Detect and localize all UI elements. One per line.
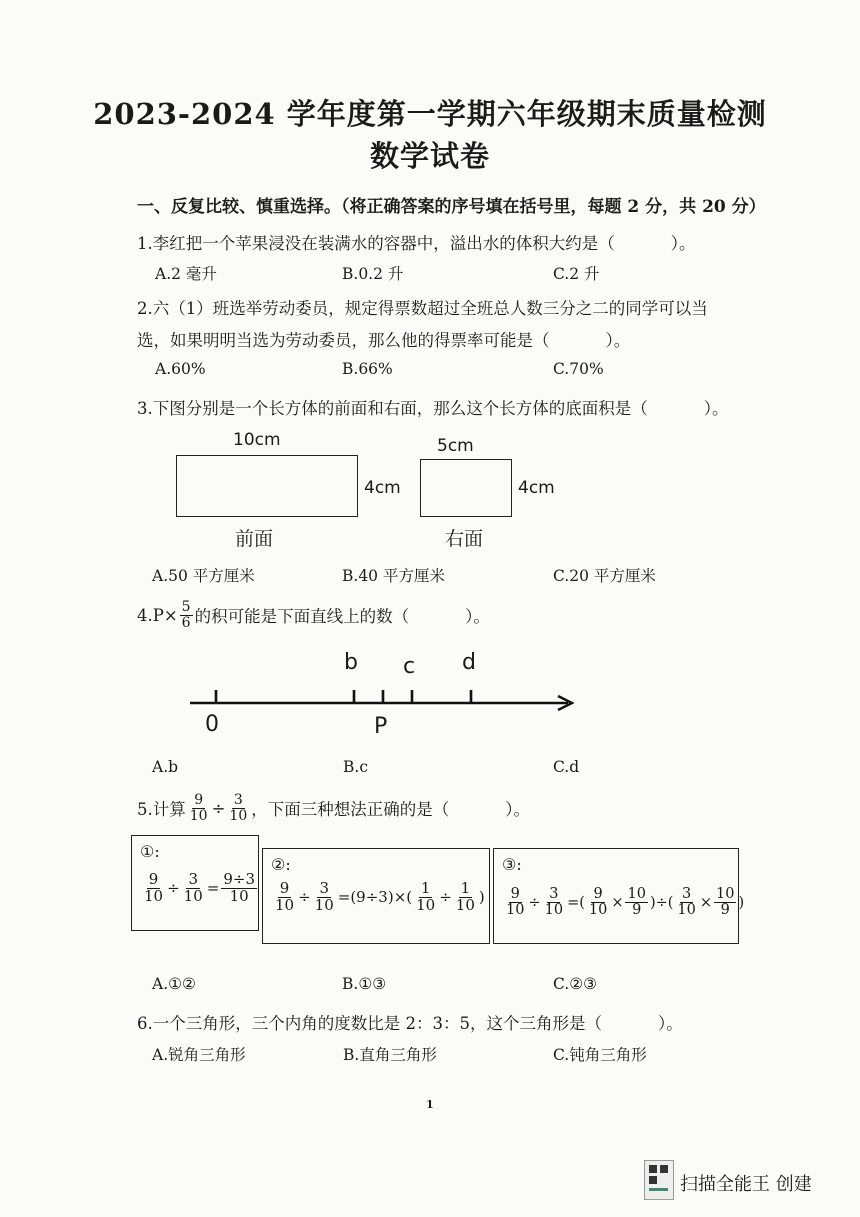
fraction-denominator: 10	[229, 807, 248, 824]
option-c: C.d	[553, 758, 580, 776]
option-a: A.2 毫升	[155, 265, 217, 283]
question-2-close: ）。	[605, 331, 631, 350]
section-heading: 一、反复比较、慎重选择。（将正确答案的序号填在括号里，每题 2 分，共 20 分）	[137, 197, 766, 217]
fraction-denominator: 10	[455, 895, 475, 914]
close-paren: )	[738, 894, 745, 911]
fraction-denominator: 10	[588, 902, 608, 919]
question-4-prefix: 4.P×	[137, 605, 178, 625]
fraction-denominator: 6	[181, 614, 191, 631]
question-2-line2	[137, 327, 630, 351]
right-width-label: 5cm	[437, 436, 474, 456]
fraction	[273, 881, 296, 914]
fraction	[313, 881, 336, 914]
fraction-denominator: 10	[229, 886, 249, 905]
question-6-text: 6.一个三角形，三个内角的度数比是 2：3：5，这个三角形是（	[137, 1014, 602, 1033]
option-b: B.①③	[342, 975, 387, 993]
divide-sign: ÷	[439, 888, 452, 907]
question-3-close: ）。	[703, 399, 729, 418]
fraction-denominator: 10	[416, 895, 436, 914]
fraction-numerator: 1	[420, 879, 431, 897]
label-p: P	[374, 714, 388, 739]
question-5-prefix: 5.计算	[137, 800, 186, 820]
option-b: B.0.2 升	[342, 265, 404, 283]
fraction	[587, 887, 609, 918]
front-height-label: 4cm	[364, 478, 401, 498]
fraction-numerator: 10	[716, 886, 735, 902]
label-zero: 0	[205, 712, 219, 737]
fraction-numerator: 3	[319, 879, 329, 897]
question-5-text: ，下面三种想法正确的是（	[251, 800, 450, 820]
question-3-text: 3.下图分别是一个长方体的前面和右面，那么这个长方体的底面积是（	[137, 399, 648, 418]
fraction-nine-tenths	[188, 793, 210, 823]
label-b: b	[344, 650, 358, 675]
fraction	[221, 872, 257, 905]
fraction-numerator: 3	[682, 886, 692, 902]
method-2-middle: =(9÷3)×(	[337, 888, 413, 907]
method-box-2	[262, 848, 490, 944]
option-c: C.70%	[553, 360, 604, 378]
right-caption: 右面	[445, 528, 484, 550]
divide-sign: ÷	[167, 879, 180, 898]
question-3	[137, 395, 729, 419]
question-2-text: 选，如果明明当选为劳动委员，那么他的得票率可能是（	[137, 331, 550, 350]
question-2-line1: 2.六（1）班选举劳动委员，规定得票数超过全班总人数三分之二的同学可以当	[137, 299, 708, 318]
right-height-label: 4cm	[518, 478, 555, 498]
fraction-numerator: 10	[627, 886, 646, 902]
option-c: C.20 平方厘米	[553, 567, 656, 585]
fraction-five-sixths	[180, 600, 193, 630]
fraction-numerator: 9	[148, 870, 159, 888]
fraction-denominator: 10	[189, 807, 208, 824]
fraction	[142, 872, 165, 905]
front-face-rectangle	[176, 455, 358, 517]
exam-title: 2023-2024 学年度第一学期六年级期末质量检测	[93, 97, 767, 131]
question-5-close: ）。	[505, 800, 530, 820]
fraction-denominator: 9	[720, 902, 730, 919]
fraction	[504, 887, 526, 918]
option-b: B.66%	[342, 360, 393, 378]
fraction-denominator: 10	[506, 902, 525, 919]
fraction-denominator: 10	[275, 895, 295, 914]
page-number: 1	[426, 1098, 434, 1111]
scanner-credit: 扫描全能王 创建	[680, 1174, 812, 1195]
label-d: d	[462, 650, 476, 675]
question-5	[137, 793, 530, 823]
question-1-text: 1.李红把一个苹果浸没在装满水的容器中，溢出水的体积大约是（	[137, 234, 615, 253]
fraction-numerator: 9	[510, 886, 520, 902]
fraction	[454, 881, 477, 914]
divide-sign: ÷	[528, 894, 541, 911]
question-4-text: 的积可能是下面直线上的数（	[194, 607, 410, 627]
method-2-label: ②:	[271, 855, 291, 874]
method-box-3	[493, 848, 745, 944]
fraction-numerator: 1	[460, 879, 471, 897]
fraction-denominator: 10	[183, 886, 203, 905]
fraction-numerator: 3	[549, 886, 559, 902]
open-paren: =(	[567, 894, 585, 911]
option-a: A.60%	[155, 360, 206, 378]
option-c: C.②③	[553, 975, 598, 993]
option-b: B.直角三角形	[343, 1046, 437, 1064]
question-6	[137, 1010, 683, 1034]
method-box-1	[131, 835, 259, 931]
right-face-rectangle	[420, 459, 512, 517]
method-3-expression	[502, 887, 744, 918]
fraction-numerator: 9	[194, 792, 204, 808]
times-sign: ×	[611, 894, 624, 911]
method-2-expression	[271, 881, 485, 914]
equals-sign: =	[206, 879, 220, 898]
option-a: A.①②	[152, 975, 196, 993]
divide-sign: ÷	[298, 888, 311, 907]
fraction-numerator: 5	[181, 599, 191, 615]
fraction-denominator: 10	[544, 902, 564, 919]
fraction-numerator: 9	[593, 886, 603, 902]
fraction	[543, 887, 565, 918]
option-a: A.50 平方厘米	[152, 567, 255, 585]
option-a: A.b	[152, 758, 179, 776]
front-caption: 前面	[235, 528, 274, 550]
fraction-denominator: 10	[677, 902, 696, 919]
method-3-label: ③:	[502, 855, 522, 874]
fraction-denominator: 9	[632, 902, 642, 919]
question-4-close: ）。	[465, 607, 490, 627]
option-b: B.c	[343, 758, 368, 776]
times-sign: ×	[699, 894, 713, 911]
fraction-numerator: 3	[188, 870, 198, 888]
fraction-three-tenths	[227, 793, 249, 823]
option-c: C.钝角三角形	[553, 1046, 647, 1064]
close-paren: )	[478, 888, 485, 907]
fraction	[182, 872, 205, 905]
option-b: B.40 平方厘米	[342, 567, 445, 585]
exam-subtitle: 数学试卷	[369, 139, 490, 173]
fraction	[714, 887, 736, 918]
method-1-expression	[140, 872, 259, 905]
divide-sign: ÷	[211, 798, 226, 818]
qr-code-icon	[644, 1160, 674, 1200]
fraction-denominator: 10	[314, 895, 334, 914]
option-a: A.锐角三角形	[152, 1046, 246, 1064]
question-1	[137, 230, 696, 254]
fraction-denominator: 10	[144, 886, 164, 905]
fraction	[675, 887, 697, 918]
fraction-numerator: 9	[279, 879, 290, 897]
question-4	[137, 600, 490, 630]
question-6-close: ）。	[657, 1014, 683, 1033]
method-3-middle: )÷(	[649, 894, 674, 911]
fraction-numerator: 3	[233, 792, 243, 808]
front-width-label: 10cm	[233, 430, 281, 450]
question-1-close: ）。	[670, 234, 696, 253]
method-1-label: ①:	[140, 842, 160, 861]
fraction	[625, 887, 647, 918]
option-c: C.2 升	[553, 265, 600, 283]
fraction	[414, 881, 437, 914]
label-c: c	[403, 654, 416, 679]
fraction-numerator: 9÷3	[223, 870, 255, 888]
